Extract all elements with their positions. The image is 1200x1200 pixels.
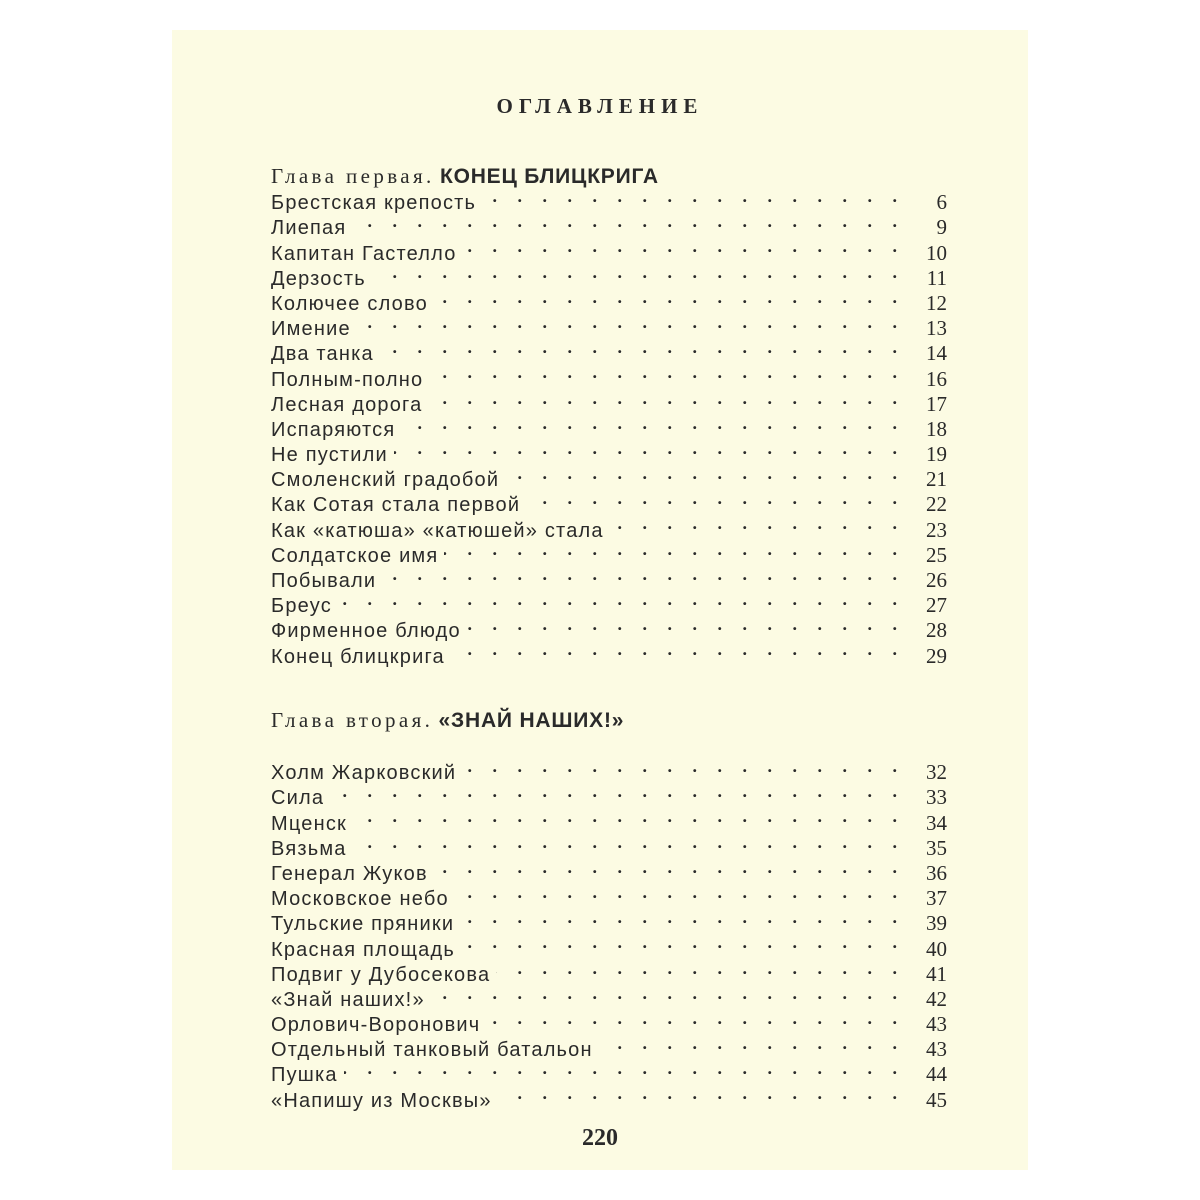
toc-entry-page: 39 (926, 911, 947, 936)
toc-entry-title: Колючее слово (271, 292, 428, 315)
toc-entry-page: 13 (926, 316, 947, 341)
toc-entry (271, 612, 947, 643)
toc-entry-title: Пушка (271, 1064, 338, 1087)
dot-leader (526, 486, 905, 511)
toc-entry-page: 10 (926, 240, 947, 265)
dot-leader (338, 587, 905, 612)
chapter-name: «ЗНАЙ НАШИХ!» (438, 709, 625, 732)
toc-entry (271, 779, 947, 810)
toc-entry-page: 28 (926, 618, 947, 643)
toc-entry-page: 33 (926, 785, 947, 810)
toc-title: ОГЛАВЛЕНИЕ (496, 94, 704, 118)
toc-entry-page: 45 (926, 1087, 947, 1112)
toc-entry-page: 43 (926, 1012, 947, 1037)
dot-leader (330, 779, 905, 804)
dot-leader (467, 612, 905, 637)
toc-entry-page: 6 (936, 190, 947, 215)
dot-leader (505, 461, 905, 486)
toc-entry-page: 23 (926, 517, 947, 542)
dot-leader (394, 436, 905, 461)
dot-leader (434, 285, 905, 310)
toc-entry (271, 587, 947, 618)
dot-leader (353, 804, 905, 829)
toc-entry-title: Брестская крепость (271, 192, 477, 215)
toc-entry-title: Отдельный танковый батальон (271, 1039, 593, 1062)
book-page (172, 30, 1028, 1170)
toc-entry-title: Фирменное блюдо (271, 620, 461, 643)
chapter-2-entries (271, 754, 947, 1112)
toc-entry-title: Капитан Гастелло (271, 242, 457, 265)
toc-entry-page: 16 (926, 366, 947, 391)
toc-entry-title: Полным-полно (271, 368, 424, 391)
toc-entry-title: Лиепая (271, 217, 347, 240)
dot-leader (353, 830, 905, 855)
toc-entry-title: Генерал Жуков (271, 862, 428, 885)
toc-entry-title: Имение (271, 318, 351, 341)
toc-entry-page: 29 (926, 643, 947, 668)
dot-leader (460, 905, 905, 930)
toc-entry-title: Испаряются (271, 418, 396, 441)
toc-entry-title: Подвиг у Дубосекова (271, 963, 491, 986)
toc-entry-title: Вязьма (271, 837, 347, 860)
dot-leader (401, 411, 905, 436)
dot-leader (498, 1081, 905, 1106)
toc-entry-page: 12 (926, 290, 947, 315)
toc-entry (271, 335, 947, 366)
toc-entry-title: Красная площадь (271, 938, 455, 961)
dot-leader (344, 1056, 905, 1081)
dot-leader (429, 360, 905, 385)
toc-entry (271, 830, 947, 860)
toc-entry-page: 44 (926, 1062, 947, 1087)
dot-leader (451, 637, 905, 662)
chapter-heading-2 (271, 708, 624, 733)
chapter-lead: Глава вторая. (271, 708, 434, 732)
toc-entry-page: 37 (926, 886, 947, 911)
toc-entry-title: «Напишу из Москвы» (271, 1089, 492, 1112)
chapter-lead: Глава первая. (271, 164, 435, 188)
dot-leader (357, 310, 905, 335)
toc-entry-title: Побывали (271, 570, 377, 592)
toc-entry-page: 41 (926, 961, 947, 986)
toc-entry (271, 855, 947, 885)
dot-leader (380, 335, 905, 360)
toc-entry-title: Смоленский градобой (271, 469, 500, 492)
toc-entry-title: Солдатское имя (271, 544, 439, 567)
toc-entry (271, 754, 947, 785)
dot-leader (382, 562, 905, 587)
toc-entry-page: 27 (926, 593, 947, 618)
dot-leader (431, 981, 905, 1006)
dot-leader (428, 386, 905, 411)
toc-entry-title: Не пустили (271, 444, 388, 467)
dot-leader (482, 184, 905, 209)
toc-entry-page: 42 (926, 986, 947, 1011)
toc-entry-title: Орлович-Воронович (271, 1014, 481, 1037)
toc-entry-page: 22 (926, 492, 947, 517)
toc-entry-page: 43 (926, 1037, 947, 1062)
toc-entry (271, 234, 947, 265)
toc-entry-title: Мценск (271, 812, 348, 835)
toc-entry-title: Как Сотая стала первой (271, 494, 521, 517)
toc-entry-title: Холм Жарковский (271, 762, 457, 785)
toc-entry-title: Сила (271, 787, 325, 810)
toc-entry-page: 14 (926, 341, 947, 366)
toc-entry (271, 1081, 947, 1112)
toc-entry-page: 18 (926, 416, 947, 441)
dot-leader (462, 754, 905, 779)
toc-entry-title: Бреус (271, 595, 332, 618)
dot-leader (455, 880, 905, 905)
toc-entry (271, 804, 947, 835)
toc-entry-title: Конец блицкрига (271, 645, 445, 668)
toc-entry-page: 11 (926, 265, 947, 290)
dot-leader (463, 234, 905, 259)
toc-entry-page: 34 (926, 810, 947, 835)
chapter-name: КОНЕЦ БЛИЦКРИГА (439, 165, 659, 188)
toc-entry-title: Дерзость (271, 267, 366, 290)
dot-leader (486, 1006, 905, 1031)
dot-leader (444, 537, 905, 562)
toc-entry-page: 35 (926, 835, 947, 860)
toc-entry-title: Московское небо (271, 888, 449, 911)
toc-entry-title: Как «катюша» «катюшей» стала (271, 519, 604, 542)
toc-entry-page: 40 (926, 936, 947, 961)
toc-entry (271, 184, 947, 215)
toc-entry-page: 26 (926, 568, 947, 592)
toc-entry (271, 1056, 947, 1087)
toc-entry-title: Два танка (271, 343, 374, 366)
dot-leader (599, 1031, 905, 1056)
toc-entry-page: 36 (926, 860, 947, 885)
dot-leader (496, 956, 905, 981)
page-number: 220 (582, 1125, 618, 1151)
toc-entry-page: 9 (936, 215, 947, 240)
toc-entry-page: 25 (926, 542, 947, 567)
dot-leader (434, 855, 905, 880)
dot-leader (610, 511, 905, 536)
toc-entry (271, 209, 947, 240)
toc-entry-page: 17 (926, 391, 947, 416)
toc-entry-title: Тульские пряники (271, 913, 455, 936)
toc-entry-page: 21 (926, 467, 947, 492)
toc-entry (271, 310, 947, 341)
toc-entry-page: 32 (926, 760, 947, 785)
dot-leader (372, 260, 905, 285)
toc-entry-title: «Знай наших!» (271, 988, 425, 1011)
toc-entry (271, 260, 947, 290)
dot-leader (352, 209, 905, 234)
dot-leader (461, 930, 905, 955)
chapter-1-entries (271, 184, 947, 668)
toc-entry (271, 285, 947, 315)
toc-entry-title: Лесная дорога (271, 393, 423, 416)
toc-entry-page: 19 (926, 442, 947, 467)
